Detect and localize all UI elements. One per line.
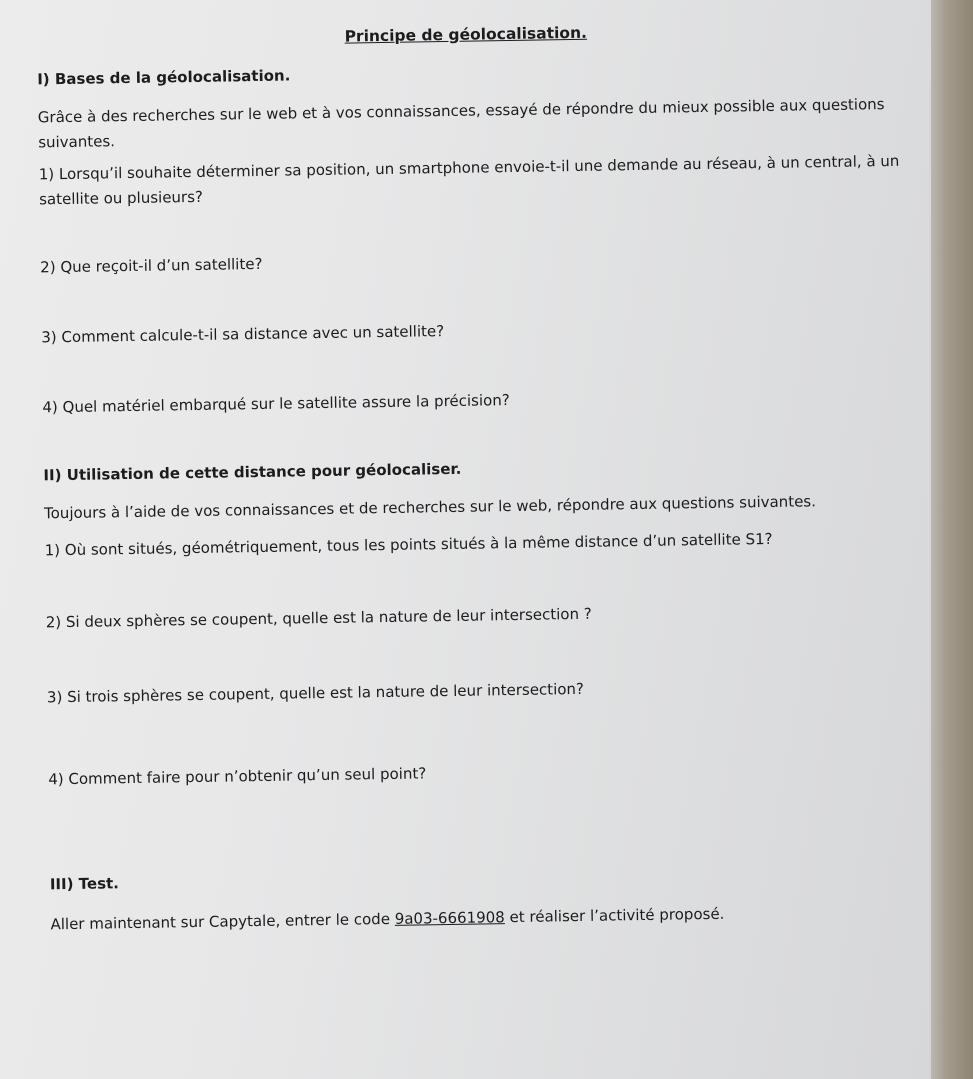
section-1-question-2: 2) Que reçoit-il d’un satellite? xyxy=(40,254,263,277)
section-1-intro-line-2: suivantes. xyxy=(38,132,116,152)
instruction-text-before: Aller maintenant sur Capytale, entrer le code xyxy=(50,909,395,934)
section-2-question-4: 4) Comment faire pour n’obtenir qu’un seul point? xyxy=(48,764,427,789)
section-1-heading: I) Bases de la géolocalisation. xyxy=(37,66,291,89)
section-3-heading: III) Test. xyxy=(49,874,120,894)
section-1-question-4: 4) Quel matériel embarqué sur le satellite assure la précision? xyxy=(42,391,510,417)
section-1-question-3: 3) Comment calcule-t-il sa distance avec un satellite? xyxy=(41,322,445,347)
section-2-question-3: 3) Si trois sphères se coupent, quelle est la nature de leur intersection? xyxy=(46,679,585,707)
capytale-code: 9a03-6661908 xyxy=(394,908,505,928)
section-2-intro: Toujours à l’aide de vos connaissances et de recherches sur le web, répondre aux questions suivantes. xyxy=(43,492,817,523)
section-2-heading: II) Utilisation de cette distance pour géolocaliser. xyxy=(43,459,462,485)
section-1-question-1-line-1: 1) Lorsqu’il souhaite déterminer sa position, un smartphone envoie-t-il une demande au réseau, à un central, à un xyxy=(38,151,900,184)
background-edge xyxy=(931,0,973,1079)
instruction-text-after: et réaliser l’activité proposé. xyxy=(504,904,725,927)
document-title: Principe de géolocalisation. xyxy=(344,23,588,46)
section-2-question-1: 1) Où sont situés, géométriquement, tous les points situés à la même distance d’un satellite S1? xyxy=(44,529,773,560)
section-3-instruction xyxy=(50,904,724,935)
section-2-question-2: 2) Si deux sphères se coupent, quelle est la nature de leur intersection ? xyxy=(45,604,592,632)
section-1-intro-line-1: Grâce à des recherches sur le web et à vos connaissances, essayé de répondre du mieux possible aux questions xyxy=(37,95,885,127)
section-1-question-1-line-2: satellite ou plusieurs? xyxy=(38,187,204,209)
